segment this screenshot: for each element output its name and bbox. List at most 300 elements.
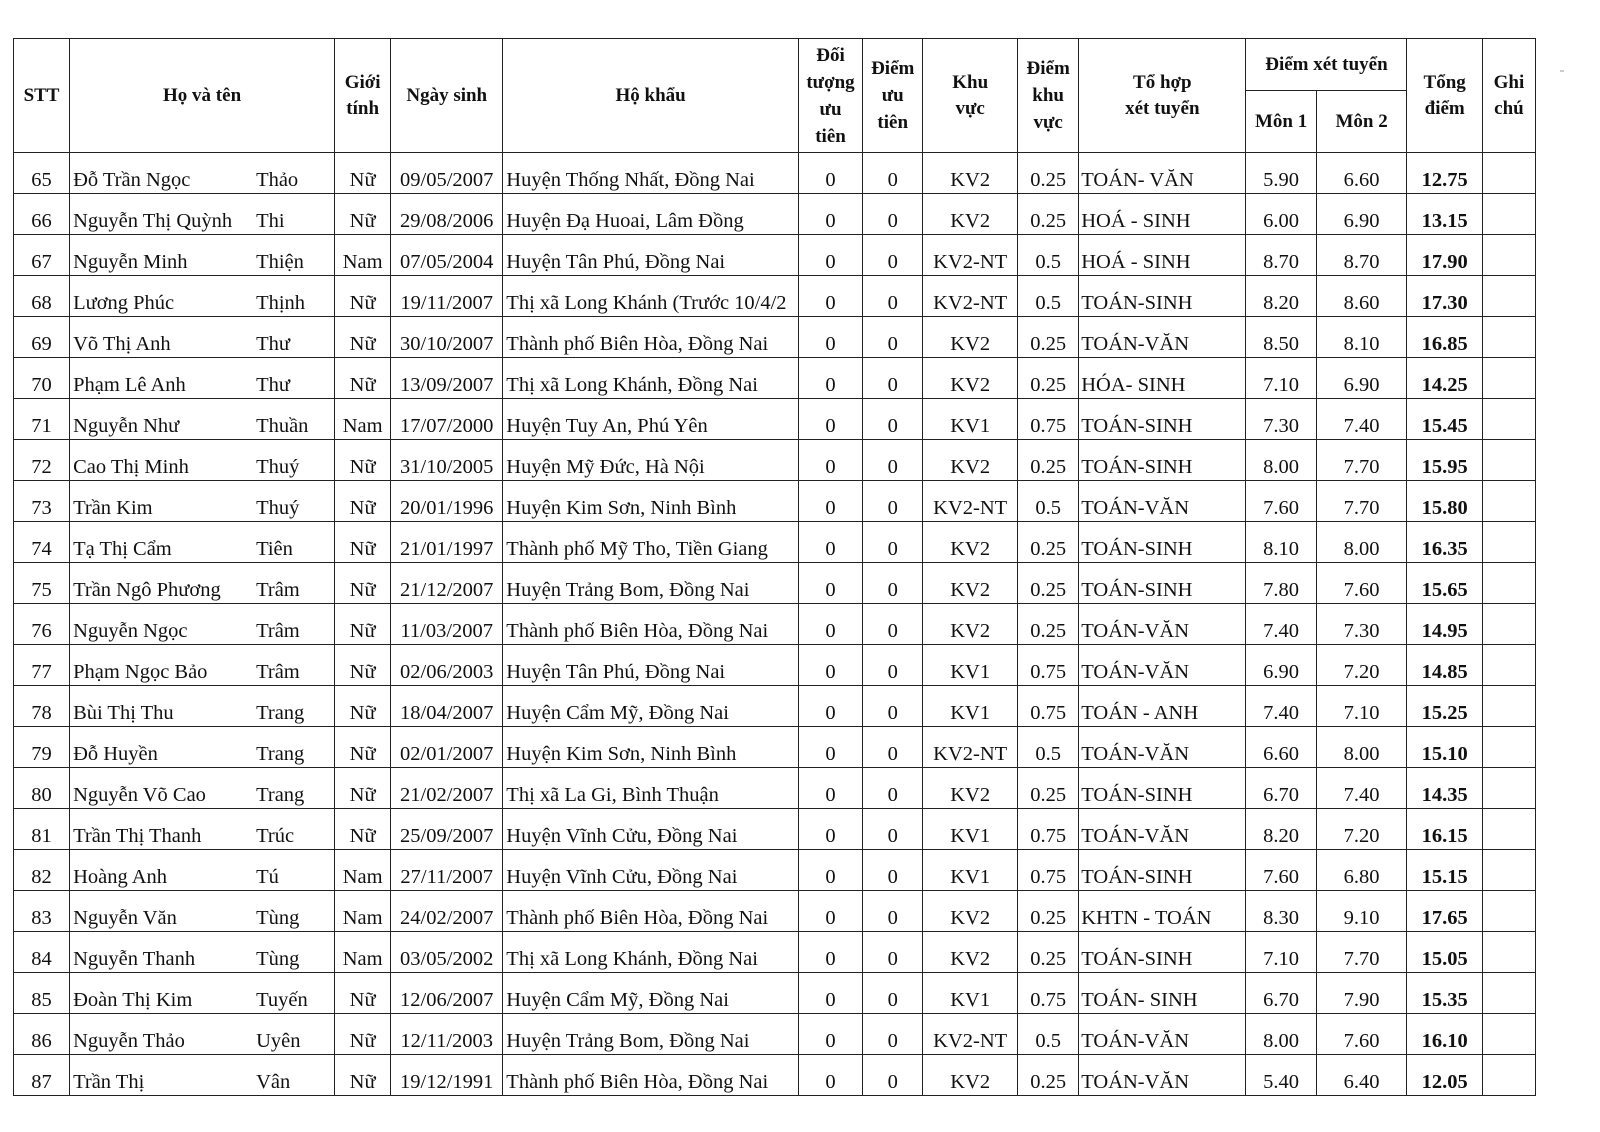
cell-ho-dem: Tạ Thị Cẩm	[73, 538, 172, 560]
cell-diem-uu-tien: 0	[863, 1014, 923, 1055]
header-gioi-tinh: Giới tính	[335, 39, 391, 153]
cell-doi-tuong: 0	[798, 522, 862, 563]
cell-mon-1: 5.40	[1246, 1055, 1316, 1096]
cell-khu-vuc: KV1	[923, 399, 1018, 440]
cell-ho-khau: Huyện Tuy An, Phú Yên	[503, 399, 799, 440]
cell-mon-1: 8.50	[1246, 317, 1316, 358]
cell-mon-2: 6.60	[1316, 153, 1407, 194]
header-tong-diem: Tổng điểm	[1407, 39, 1482, 153]
cell-ngay-sinh: 03/05/2002	[391, 932, 503, 973]
cell-ghi-chu	[1482, 932, 1535, 973]
admission-table	[13, 38, 1536, 1096]
header-mon-2: Môn 2	[1316, 91, 1407, 153]
cell-ngay-sinh: 07/05/2004	[391, 235, 503, 276]
table-row	[14, 563, 1536, 604]
cell-mon-1: 8.30	[1246, 891, 1316, 932]
cell-ho-ten	[70, 768, 335, 809]
cell-diem-uu-tien: 0	[863, 727, 923, 768]
cell-mon-2: 7.30	[1316, 604, 1407, 645]
table-row	[14, 440, 1536, 481]
cell-diem-uu-tien: 0	[863, 809, 923, 850]
cell-ghi-chu	[1482, 809, 1535, 850]
cell-ngay-sinh: 29/08/2006	[391, 194, 503, 235]
cell-diem-khu-vuc: 0.25	[1018, 440, 1079, 481]
cell-ten: Thư	[256, 333, 290, 355]
cell-diem-khu-vuc: 0.5	[1018, 276, 1079, 317]
cell-mon-1: 6.70	[1246, 768, 1316, 809]
cell-ho-ten	[70, 891, 335, 932]
cell-mon-2: 8.00	[1316, 727, 1407, 768]
cell-to-hop: TOÁN- SINH	[1079, 973, 1246, 1014]
cell-ten: Trâm	[256, 620, 300, 642]
cell-ho-dem: Trần Thị	[73, 1071, 145, 1093]
cell-diem-khu-vuc: 0.25	[1018, 194, 1079, 235]
table-row	[14, 768, 1536, 809]
cell-tong-diem: 14.95	[1407, 604, 1482, 645]
cell-ho-dem: Trần Kim	[73, 497, 153, 519]
cell-ten: Trâm	[256, 579, 300, 601]
cell-ten: Thịnh	[256, 292, 306, 314]
cell-tong-diem: 16.35	[1407, 522, 1482, 563]
table-row	[14, 194, 1536, 235]
cell-tong-diem: 15.65	[1407, 563, 1482, 604]
scan-mark	[1560, 70, 1564, 72]
table-row	[14, 604, 1536, 645]
cell-diem-khu-vuc: 0.75	[1018, 645, 1079, 686]
cell-mon-2: 7.70	[1316, 481, 1407, 522]
cell-diem-khu-vuc: 0.25	[1018, 1055, 1079, 1096]
cell-ngay-sinh: 19/12/1991	[391, 1055, 503, 1096]
header-ghi-chu: Ghi chú	[1482, 39, 1535, 153]
cell-mon-2: 8.00	[1316, 522, 1407, 563]
header-khu-vuc: Khu vực	[923, 39, 1018, 153]
cell-stt: 78	[14, 686, 70, 727]
cell-ten: Thuần	[256, 415, 309, 437]
table-row	[14, 686, 1536, 727]
cell-gioi-tinh: Nam	[335, 850, 391, 891]
cell-doi-tuong: 0	[798, 276, 862, 317]
cell-stt: 65	[14, 153, 70, 194]
cell-ngay-sinh: 02/06/2003	[391, 645, 503, 686]
cell-gioi-tinh: Nữ	[335, 1014, 391, 1055]
cell-diem-uu-tien: 0	[863, 850, 923, 891]
cell-ho-dem: Lương Phúc	[73, 292, 175, 314]
cell-ho-dem: Nguyễn Thảo	[73, 1030, 185, 1052]
cell-mon-1: 7.10	[1246, 358, 1316, 399]
cell-ho-dem: Nguyễn Ngọc	[73, 620, 188, 642]
cell-tong-diem: 14.35	[1407, 768, 1482, 809]
cell-khu-vuc: KV1	[923, 645, 1018, 686]
cell-to-hop: TOÁN-SINH	[1079, 563, 1246, 604]
cell-ho-dem: Nguyễn Như	[73, 415, 180, 437]
cell-diem-khu-vuc: 0.25	[1018, 358, 1079, 399]
cell-doi-tuong: 0	[798, 850, 862, 891]
cell-ngay-sinh: 25/09/2007	[391, 809, 503, 850]
cell-tong-diem: 15.10	[1407, 727, 1482, 768]
header-stt: STT	[14, 39, 70, 153]
cell-ho-ten	[70, 481, 335, 522]
cell-ho-ten	[70, 645, 335, 686]
table-row	[14, 399, 1536, 440]
cell-khu-vuc: KV2	[923, 604, 1018, 645]
cell-to-hop: HOÁ - SINH	[1079, 235, 1246, 276]
cell-ho-khau: Thị xã La Gi, Bình Thuận	[503, 768, 799, 809]
cell-ho-ten	[70, 727, 335, 768]
cell-mon-1: 8.20	[1246, 276, 1316, 317]
cell-diem-uu-tien: 0	[863, 153, 923, 194]
cell-ho-ten	[70, 809, 335, 850]
cell-stt: 70	[14, 358, 70, 399]
cell-ngay-sinh: 20/01/1996	[391, 481, 503, 522]
cell-diem-khu-vuc: 0.5	[1018, 727, 1079, 768]
cell-gioi-tinh: Nữ	[335, 645, 391, 686]
cell-doi-tuong: 0	[798, 358, 862, 399]
cell-doi-tuong: 0	[798, 235, 862, 276]
cell-khu-vuc: KV2	[923, 522, 1018, 563]
cell-ho-ten	[70, 604, 335, 645]
cell-stt: 82	[14, 850, 70, 891]
cell-gioi-tinh: Nữ	[335, 522, 391, 563]
cell-mon-1: 7.10	[1246, 932, 1316, 973]
cell-diem-khu-vuc: 0.25	[1018, 891, 1079, 932]
cell-tong-diem: 16.85	[1407, 317, 1482, 358]
cell-to-hop: TOÁN-SINH	[1079, 399, 1246, 440]
cell-ho-ten	[70, 399, 335, 440]
cell-ho-ten	[70, 1055, 335, 1096]
cell-ho-khau: Huyện Mỹ Đức, Hà Nội	[503, 440, 799, 481]
cell-ngay-sinh: 30/10/2007	[391, 317, 503, 358]
cell-ngay-sinh: 11/03/2007	[391, 604, 503, 645]
cell-gioi-tinh: Nữ	[335, 686, 391, 727]
cell-ghi-chu	[1482, 194, 1535, 235]
cell-mon-2: 9.10	[1316, 891, 1407, 932]
cell-mon-2: 8.70	[1316, 235, 1407, 276]
cell-ngay-sinh: 21/12/2007	[391, 563, 503, 604]
cell-khu-vuc: KV1	[923, 850, 1018, 891]
cell-diem-uu-tien: 0	[863, 522, 923, 563]
cell-diem-khu-vuc: 0.75	[1018, 850, 1079, 891]
cell-doi-tuong: 0	[798, 317, 862, 358]
cell-ho-khau: Thành phố Biên Hòa, Đồng Nai	[503, 604, 799, 645]
cell-stt: 84	[14, 932, 70, 973]
cell-to-hop: HÓA- SINH	[1079, 358, 1246, 399]
cell-ho-khau: Huyện Thống Nhất, Đồng Nai	[503, 153, 799, 194]
cell-doi-tuong: 0	[798, 645, 862, 686]
cell-ghi-chu	[1482, 317, 1535, 358]
cell-ghi-chu	[1482, 891, 1535, 932]
cell-ghi-chu	[1482, 563, 1535, 604]
cell-doi-tuong: 0	[798, 194, 862, 235]
cell-mon-2: 6.80	[1316, 850, 1407, 891]
cell-khu-vuc: KV2-NT	[923, 481, 1018, 522]
cell-diem-uu-tien: 0	[863, 686, 923, 727]
cell-gioi-tinh: Nữ	[335, 1055, 391, 1096]
cell-gioi-tinh: Nữ	[335, 153, 391, 194]
cell-ten: Tú	[256, 866, 279, 888]
cell-ngay-sinh: 12/06/2007	[391, 973, 503, 1014]
cell-ghi-chu	[1482, 604, 1535, 645]
cell-doi-tuong: 0	[798, 891, 862, 932]
cell-ghi-chu	[1482, 153, 1535, 194]
cell-ngay-sinh: 31/10/2005	[391, 440, 503, 481]
cell-doi-tuong: 0	[798, 809, 862, 850]
cell-tong-diem: 15.95	[1407, 440, 1482, 481]
cell-doi-tuong: 0	[798, 399, 862, 440]
cell-stt: 69	[14, 317, 70, 358]
cell-ten: Tùng	[256, 948, 300, 970]
cell-mon-1: 6.60	[1246, 727, 1316, 768]
cell-ho-ten	[70, 563, 335, 604]
cell-doi-tuong: 0	[798, 686, 862, 727]
cell-ho-khau: Thành phố Biên Hòa, Đồng Nai	[503, 891, 799, 932]
cell-ho-dem: Nguyễn Võ Cao	[73, 784, 206, 806]
cell-tong-diem: 16.10	[1407, 1014, 1482, 1055]
cell-stt: 73	[14, 481, 70, 522]
cell-khu-vuc: KV2	[923, 194, 1018, 235]
cell-ho-khau: Thành phố Mỹ Tho, Tiền Giang	[503, 522, 799, 563]
cell-ho-khau: Huyện Đạ Huoai, Lâm Đồng	[503, 194, 799, 235]
cell-gioi-tinh: Nữ	[335, 194, 391, 235]
header-diem-khu-vuc: Điểm khu vực	[1018, 39, 1079, 153]
cell-ho-khau: Thị xã Long Khánh, Đồng Nai	[503, 358, 799, 399]
cell-to-hop: TOÁN-VĂN	[1079, 1014, 1246, 1055]
header-ho-khau: Hộ khẩu	[503, 39, 799, 153]
cell-gioi-tinh: Nữ	[335, 809, 391, 850]
cell-mon-2: 6.90	[1316, 194, 1407, 235]
cell-tong-diem: 13.15	[1407, 194, 1482, 235]
cell-to-hop: TOÁN-VĂN	[1079, 727, 1246, 768]
cell-ghi-chu	[1482, 440, 1535, 481]
cell-stt: 66	[14, 194, 70, 235]
cell-diem-uu-tien: 0	[863, 194, 923, 235]
cell-doi-tuong: 0	[798, 440, 862, 481]
cell-khu-vuc: KV2-NT	[923, 235, 1018, 276]
cell-gioi-tinh: Nữ	[335, 604, 391, 645]
cell-ho-ten	[70, 317, 335, 358]
cell-doi-tuong: 0	[798, 481, 862, 522]
cell-ten: Thuý	[256, 456, 300, 478]
cell-stt: 67	[14, 235, 70, 276]
cell-to-hop: TOÁN-SINH	[1079, 768, 1246, 809]
table-row	[14, 850, 1536, 891]
cell-khu-vuc: KV1	[923, 973, 1018, 1014]
cell-tong-diem: 16.15	[1407, 809, 1482, 850]
cell-ten: Thiện	[256, 251, 304, 273]
cell-tong-diem: 15.35	[1407, 973, 1482, 1014]
cell-ho-ten	[70, 522, 335, 563]
cell-tong-diem: 15.45	[1407, 399, 1482, 440]
cell-stt: 77	[14, 645, 70, 686]
cell-stt: 83	[14, 891, 70, 932]
cell-doi-tuong: 0	[798, 973, 862, 1014]
cell-diem-khu-vuc: 0.25	[1018, 768, 1079, 809]
header-mon-1: Môn 1	[1246, 91, 1316, 153]
cell-mon-2: 7.20	[1316, 645, 1407, 686]
cell-to-hop: TOÁN- VĂN	[1079, 153, 1246, 194]
cell-ghi-chu	[1482, 973, 1535, 1014]
admission-list-sheet	[13, 38, 1536, 1096]
cell-gioi-tinh: Nam	[335, 891, 391, 932]
table-row	[14, 481, 1536, 522]
cell-ho-khau: Huyện Trảng Bom, Đồng Nai	[503, 563, 799, 604]
cell-ho-khau: Thị xã Long Khánh, Đồng Nai	[503, 932, 799, 973]
cell-gioi-tinh: Nữ	[335, 973, 391, 1014]
cell-mon-1: 8.10	[1246, 522, 1316, 563]
cell-khu-vuc: KV2	[923, 440, 1018, 481]
cell-mon-2: 8.60	[1316, 276, 1407, 317]
cell-ho-khau: Huyện Trảng Bom, Đồng Nai	[503, 1014, 799, 1055]
table-row	[14, 358, 1536, 399]
cell-ho-khau: Huyện Cẩm Mỹ, Đồng Nai	[503, 686, 799, 727]
cell-diem-khu-vuc: 0.75	[1018, 399, 1079, 440]
cell-khu-vuc: KV2	[923, 563, 1018, 604]
cell-ho-khau: Huyện Vĩnh Cửu, Đồng Nai	[503, 809, 799, 850]
header-doi-tuong-uu-tien: Đối tượng ưu tiên	[798, 39, 862, 153]
cell-to-hop: HOÁ - SINH	[1079, 194, 1246, 235]
cell-mon-1: 7.60	[1246, 850, 1316, 891]
cell-mon-1: 8.20	[1246, 809, 1316, 850]
cell-stt: 74	[14, 522, 70, 563]
cell-doi-tuong: 0	[798, 1055, 862, 1096]
cell-stt: 80	[14, 768, 70, 809]
cell-ngay-sinh: 12/11/2003	[391, 1014, 503, 1055]
cell-diem-khu-vuc: 0.5	[1018, 481, 1079, 522]
cell-ho-dem: Đoàn Thị Kim	[73, 989, 193, 1011]
cell-ho-dem: Nguyễn Thị Quỳnh	[73, 210, 233, 232]
cell-stt: 68	[14, 276, 70, 317]
cell-ghi-chu	[1482, 768, 1535, 809]
cell-diem-uu-tien: 0	[863, 973, 923, 1014]
cell-mon-1: 6.90	[1246, 645, 1316, 686]
cell-stt: 75	[14, 563, 70, 604]
header-ngay-sinh: Ngày sinh	[391, 39, 503, 153]
header-diem-xet-tuyen: Điểm xét tuyển	[1246, 39, 1407, 91]
cell-diem-khu-vuc: 0.25	[1018, 317, 1079, 358]
cell-ho-ten	[70, 440, 335, 481]
cell-ghi-chu	[1482, 399, 1535, 440]
cell-doi-tuong: 0	[798, 153, 862, 194]
cell-ho-ten	[70, 153, 335, 194]
cell-stt: 72	[14, 440, 70, 481]
cell-diem-uu-tien: 0	[863, 768, 923, 809]
cell-to-hop: TOÁN-VĂN	[1079, 1055, 1246, 1096]
cell-diem-khu-vuc: 0.25	[1018, 522, 1079, 563]
cell-diem-uu-tien: 0	[863, 399, 923, 440]
cell-mon-2: 7.70	[1316, 932, 1407, 973]
cell-to-hop: TOÁN-VĂN	[1079, 317, 1246, 358]
cell-ghi-chu	[1482, 235, 1535, 276]
cell-mon-2: 7.10	[1316, 686, 1407, 727]
table-row	[14, 522, 1536, 563]
cell-ho-dem: Võ Thị Anh	[73, 333, 171, 355]
cell-to-hop: TOÁN-SINH	[1079, 522, 1246, 563]
table-row	[14, 727, 1536, 768]
cell-ten: Tùng	[256, 907, 300, 929]
cell-khu-vuc: KV2	[923, 891, 1018, 932]
cell-tong-diem: 12.75	[1407, 153, 1482, 194]
cell-ho-ten	[70, 235, 335, 276]
table-row	[14, 809, 1536, 850]
cell-ten: Thuý	[256, 497, 300, 519]
cell-ghi-chu	[1482, 850, 1535, 891]
cell-ghi-chu	[1482, 522, 1535, 563]
table-row	[14, 276, 1536, 317]
cell-gioi-tinh: Nữ	[335, 358, 391, 399]
cell-to-hop: TOÁN-SINH	[1079, 276, 1246, 317]
cell-mon-1: 6.70	[1246, 973, 1316, 1014]
cell-mon-2: 8.10	[1316, 317, 1407, 358]
cell-diem-uu-tien: 0	[863, 1055, 923, 1096]
cell-ho-khau: Thành phố Biên Hòa, Đồng Nai	[503, 317, 799, 358]
cell-ho-dem: Trần Thị Thanh	[73, 825, 202, 847]
cell-mon-2: 7.60	[1316, 1014, 1407, 1055]
cell-gioi-tinh: Nam	[335, 399, 391, 440]
cell-mon-2: 7.40	[1316, 768, 1407, 809]
cell-tong-diem: 17.30	[1407, 276, 1482, 317]
cell-ten: Vân	[256, 1071, 291, 1093]
cell-ho-dem: Nguyễn Văn	[73, 907, 177, 929]
cell-stt: 86	[14, 1014, 70, 1055]
cell-diem-uu-tien: 0	[863, 645, 923, 686]
cell-diem-khu-vuc: 0.25	[1018, 604, 1079, 645]
cell-gioi-tinh: Nam	[335, 932, 391, 973]
cell-tong-diem: 15.05	[1407, 932, 1482, 973]
table-row	[14, 973, 1536, 1014]
cell-gioi-tinh: Nam	[335, 235, 391, 276]
cell-ghi-chu	[1482, 686, 1535, 727]
cell-ten: Uyên	[256, 1030, 301, 1052]
cell-gioi-tinh: Nữ	[335, 440, 391, 481]
cell-diem-uu-tien: 0	[863, 358, 923, 399]
cell-diem-uu-tien: 0	[863, 235, 923, 276]
cell-ten: Trang	[256, 743, 305, 765]
table-row	[14, 645, 1536, 686]
cell-mon-2: 6.90	[1316, 358, 1407, 399]
cell-mon-1: 7.80	[1246, 563, 1316, 604]
cell-ten: Tiên	[256, 538, 293, 560]
cell-stt: 71	[14, 399, 70, 440]
cell-ngay-sinh: 27/11/2007	[391, 850, 503, 891]
cell-ho-dem: Trần Ngô Phương	[73, 579, 221, 601]
cell-ho-dem: Nguyễn Minh	[73, 251, 188, 273]
cell-khu-vuc: KV2-NT	[923, 276, 1018, 317]
cell-ho-khau: Huyện Kim Sơn, Ninh Bình	[503, 727, 799, 768]
cell-ten: Thư	[256, 374, 290, 396]
cell-diem-uu-tien: 0	[863, 440, 923, 481]
cell-stt: 81	[14, 809, 70, 850]
cell-mon-2: 7.70	[1316, 440, 1407, 481]
cell-gioi-tinh: Nữ	[335, 276, 391, 317]
cell-ghi-chu	[1482, 727, 1535, 768]
cell-ngay-sinh: 18/04/2007	[391, 686, 503, 727]
cell-ten: Thảo	[256, 169, 299, 191]
cell-ho-khau: Huyện Tân Phú, Đồng Nai	[503, 645, 799, 686]
cell-gioi-tinh: Nữ	[335, 481, 391, 522]
cell-doi-tuong: 0	[798, 604, 862, 645]
cell-gioi-tinh: Nữ	[335, 768, 391, 809]
cell-to-hop: TOÁN-VĂN	[1079, 645, 1246, 686]
cell-to-hop: TOÁN-SINH	[1079, 932, 1246, 973]
header-to-hop: Tổ hợp xét tuyển	[1079, 39, 1246, 153]
cell-tong-diem: 12.05	[1407, 1055, 1482, 1096]
cell-khu-vuc: KV2-NT	[923, 727, 1018, 768]
cell-mon-1: 8.00	[1246, 1014, 1316, 1055]
cell-doi-tuong: 0	[798, 727, 862, 768]
cell-ngay-sinh: 02/01/2007	[391, 727, 503, 768]
cell-to-hop: KHTN - TOÁN	[1079, 891, 1246, 932]
cell-ten: Tuyến	[256, 989, 308, 1011]
cell-mon-2: 7.90	[1316, 973, 1407, 1014]
